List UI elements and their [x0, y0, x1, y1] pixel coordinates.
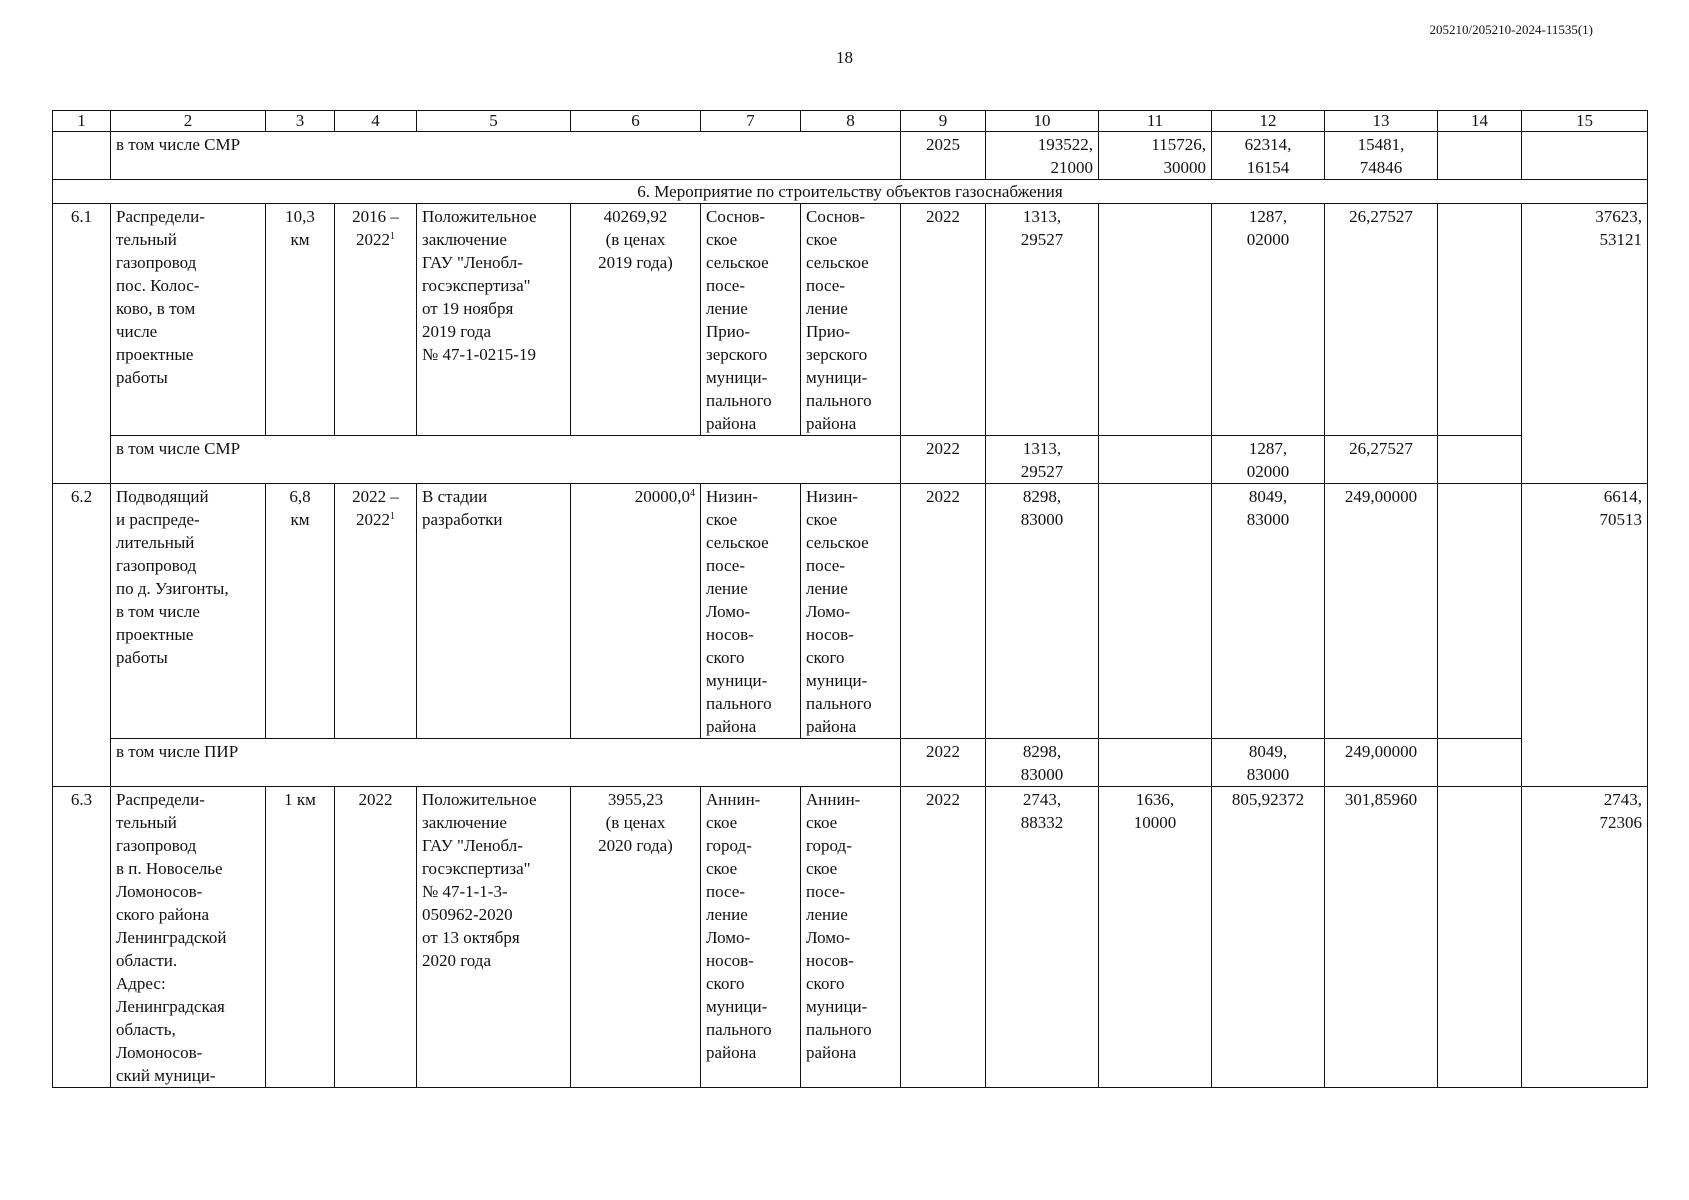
cell-value: 2743, 88332 [986, 787, 1099, 1088]
empty-cell [1438, 436, 1522, 484]
object-years: 2016 – 2022$^1$ [335, 204, 417, 436]
cell-value: 8049, 83000 [1212, 484, 1325, 739]
header-row [53, 111, 1648, 132]
cell-value: 301,85960 [1325, 787, 1438, 1088]
cell-year: 2025 [901, 132, 986, 180]
cell-value [1099, 204, 1212, 436]
cell-value: 26,27527 [1325, 436, 1438, 484]
cell-value: 193522, 21000 [986, 132, 1099, 180]
cell-value: 8298, 83000 [986, 739, 1099, 787]
municipality: Низин- ское сельское посе- ление Ломо- носов- ского муници- пального района [801, 484, 901, 739]
page-number: 18 [836, 48, 853, 67]
cell-value: 26,27527 [1325, 204, 1438, 436]
row-number: 6.2 [53, 484, 111, 787]
object-length: 10,3 км [266, 204, 335, 436]
object-name: Распредели- тельный газопровод в п. Новоселье Ломоносов- ского района Ленинградской области. Адрес: Ленинградская область, Ломоносов- ский муници- [111, 787, 266, 1088]
cell-year: 2022 [901, 787, 986, 1088]
header-cell: 8 [801, 111, 901, 132]
empty-cell [1522, 132, 1648, 180]
row-number: 6.3 [53, 787, 111, 1088]
row-number: 6.1 [53, 204, 111, 484]
cell-value: 2743, 72306 [1522, 787, 1648, 1088]
table-row [53, 132, 1648, 180]
object-years: 2022 – 2022$^1$ [335, 484, 417, 739]
cell-value: 15481, 74846 [1325, 132, 1438, 180]
object-length: 6,8 км [266, 484, 335, 739]
subtotal-label: в том числе СМР [111, 436, 901, 484]
header-cell: 4 [335, 111, 417, 132]
empty-cell [1438, 787, 1522, 1088]
estimated-cost: 20000,0$^4$ [571, 484, 701, 739]
table-row [53, 787, 1648, 1088]
header-cell: 11 [1099, 111, 1212, 132]
object-years: 2022 [335, 787, 417, 1088]
estimated-cost: 40269,92 (в ценах 2019 года) [571, 204, 701, 436]
header-cell: 10 [986, 111, 1099, 132]
header-cell: 6 [571, 111, 701, 132]
object-name: Подводящий и распреде- лительный газопровод по д. Узигонты, в том числе проектные работы [111, 484, 266, 739]
empty-cell [1438, 484, 1522, 739]
cell-value: 249,00000 [1325, 484, 1438, 739]
table-row [53, 739, 1648, 787]
cell-value: 62314, 16154 [1212, 132, 1325, 180]
cell-year: 2022 [901, 204, 986, 436]
municipality: Соснов- ское сельское посе- ление Прио- зерского муници- пального района [801, 204, 901, 436]
table-row [53, 436, 1648, 484]
project-document: Положительное заключение ГАУ "Ленобл- госэкспертиза" от 19 ноября 2019 года № 47-1-0215-19 [417, 204, 571, 436]
municipality: Аннин- ское город- ское посе- ление Ломо- носов- ского муници- пального района [701, 787, 801, 1088]
subtotal-label: в том числе СМР [111, 132, 901, 180]
cell-value: 6614, 70513 [1522, 484, 1648, 787]
empty-cell [1438, 132, 1522, 180]
header-cell: 7 [701, 111, 801, 132]
cell-value [1099, 484, 1212, 739]
cell-value [1099, 436, 1212, 484]
header-cell: 9 [901, 111, 986, 132]
project-document: Положительное заключение ГАУ "Ленобл- госэкспертиза" № 47-1-1-3- 050962-2020 от 13 октября 2020 года [417, 787, 571, 1088]
table-row [53, 204, 1648, 436]
header-cell: 14 [1438, 111, 1522, 132]
cell-value [1099, 739, 1212, 787]
header-cell: 3 [266, 111, 335, 132]
cell-value: 1287, 02000 [1212, 204, 1325, 436]
header-cell: 15 [1522, 111, 1648, 132]
cell-year: 2022 [901, 484, 986, 739]
header-cell: 13 [1325, 111, 1438, 132]
cell-value: 115726, 30000 [1099, 132, 1212, 180]
estimated-cost: 3955,23 (в ценах 2020 года) [571, 787, 701, 1088]
empty-cell [53, 132, 111, 180]
header-cell: 2 [111, 111, 266, 132]
empty-cell [1438, 739, 1522, 787]
object-name: Распредели- тельный газопровод пос. Колос- ково, в том числе проектные работы [111, 204, 266, 436]
municipality: Низин- ское сельское посе- ление Ломо- носов- ского муници- пального района [701, 484, 801, 739]
cell-value: 249,00000 [1325, 739, 1438, 787]
project-document: В стадии разработки [417, 484, 571, 739]
cell-value: 8298, 83000 [986, 484, 1099, 739]
cell-value: 1313, 29527 [986, 436, 1099, 484]
cell-value: 37623, 53121 [1522, 204, 1648, 484]
table-row [53, 484, 1648, 739]
cell-year: 2022 [901, 739, 986, 787]
cell-value: 8049, 83000 [1212, 739, 1325, 787]
empty-cell [1438, 204, 1522, 436]
object-length: 1 км [266, 787, 335, 1088]
data-table [52, 110, 1648, 1088]
header-cell: 5 [417, 111, 571, 132]
cell-value: 1636, 10000 [1099, 787, 1212, 1088]
municipality: Аннин- ское город- ское посе- ление Ломо- носов- ского муници- пального района [801, 787, 901, 1088]
section-row [53, 180, 1648, 204]
section-title: 6. Мероприятие по строительству объектов газоснабжения [53, 180, 1648, 204]
cell-value: 805,92372 [1212, 787, 1325, 1088]
municipality: Соснов- ское сельское посе- ление Прио- зерского муници- пального района [701, 204, 801, 436]
header-cell: 1 [53, 111, 111, 132]
cell-year: 2022 [901, 436, 986, 484]
cell-value: 1313, 29527 [986, 204, 1099, 436]
document-id: 205210/205210-2024-11535(1) [1429, 22, 1593, 37]
header-cell: 12 [1212, 111, 1325, 132]
cell-value: 1287, 02000 [1212, 436, 1325, 484]
subtotal-label: в том числе ПИР [111, 739, 901, 787]
